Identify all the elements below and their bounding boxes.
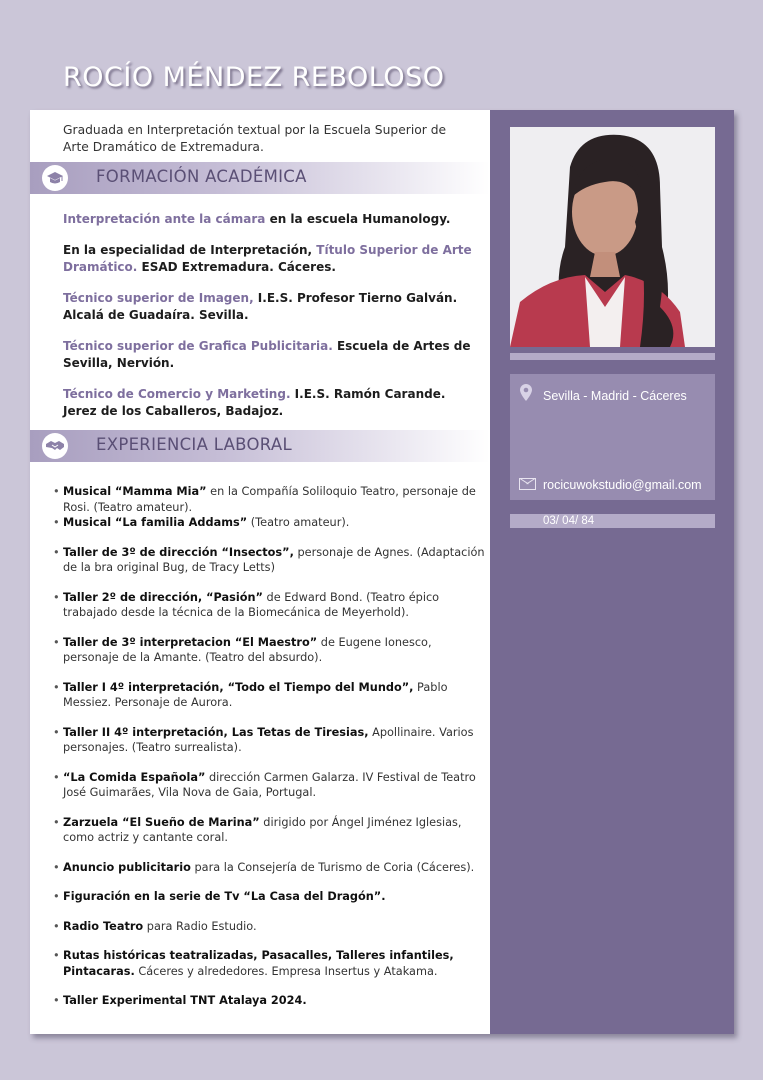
formacion-item [63,211,473,228]
list-item [53,889,489,905]
list-item [53,635,489,666]
item-title: Zarzuela “El Sueño de Marina” [63,815,260,829]
handshake-icon [42,433,68,459]
list-item [53,680,489,711]
list-item [53,860,489,876]
main-column [30,110,490,1034]
location-text: Sevilla - Madrid - Cáceres [543,389,687,403]
birthdate-text: 03/ 04/ 84 [543,515,595,527]
item-text: personaje de Agnes. (Adaptación de la bra original Bug, de Tracy Letts) [63,545,485,574]
list-item [53,948,489,979]
item-text: en la Compañía Soliloquio Teatro, personaje de Rosi. (Teatro amateur). [63,485,476,514]
experiencia-list [53,484,489,1009]
intro-text: Graduada en Interpretación textual por la Escuela Superior de Arte Dramático de Extremadura. [63,123,447,154]
item-title: Rutas históricas teatralizadas, Pasacalles, Talleres infantiles, Pintacaras. [63,949,454,978]
item-text: dirección Carmen Galarza. IV Festival de Teatro José Guimarães, Vila Nova de Gaia, Portugal. [63,770,476,799]
list-item [53,770,489,801]
item-text: dirigido por Ángel Jiménez Iglesias, como actriz y cantante coral. [63,815,462,844]
map-pin-icon [520,384,534,402]
profile-photo [510,127,715,347]
formacion-item [63,386,473,420]
item-title: Taller Experimental TNT Atalaya 2024. [63,994,307,1007]
graduation-cap-icon [42,165,68,191]
formacion-list [63,211,473,434]
item-title: Taller I 4º interpretación, “Todo el Tiempo del Mundo”, [63,680,414,694]
item-title: Figuración en la serie de Tv “La Casa del Dragón”. [63,890,386,903]
formacion-item [63,242,473,276]
formacion-text: I.E.S. Profesor Tierno Galván. Alcalá de Guadaíra. Sevilla. [63,291,458,322]
item-text: para la Consejería de Turismo de Coria (Cáceres). [190,860,475,874]
list-item [53,919,489,935]
formacion-text: Escuela de Artes de Sevilla, Nervión. [63,339,471,370]
item-title: Taller de 3º de dirección “Insectos”, [63,545,294,559]
formacion-highlight: Título Superior de Arte Dramático. [63,243,472,274]
divider [510,353,715,360]
item-text: (Teatro amateur). [247,516,350,529]
item-text: para Radio Estudio. [143,919,257,933]
list-item [53,484,489,515]
section-header-formacion [30,162,490,194]
item-text: de Edward Bond. (Teatro épico trabajado desde la técnica de la Biomecánica de Meyerhold). [63,590,440,619]
item-title: Musical “Mamma Mia” [63,485,207,498]
envelope-icon [519,478,536,490]
item-title: Musical “La familia Addams” [63,516,248,529]
section-title: FORMACIÓN ACADÉMICA [96,167,307,186]
formacion-text: I.E.S. Ramón Carande. Jerez de los Caballeros, Badajoz. [63,387,446,418]
item-title: Taller de 3º interpretacion “El Maestro” [63,635,318,649]
formacion-text: en la escuela Humanology. [265,212,451,226]
formacion-text: ESAD Extremadura. Cáceres. [137,260,336,274]
item-text: Pablo Messiez. Personaje de Aurora. [63,680,448,709]
item-title: Radio Teatro [63,919,144,933]
item-text: Cáceres y alrededores. Empresa Insertus y Atakama. [134,964,438,978]
birthdate-bar [510,514,715,528]
formacion-text: En la especialidad de Interpretación, [63,243,317,257]
item-text: de Eugene Ionesco, personaje de la Amante. (Teatro del absurdo). [63,635,432,664]
formacion-highlight: Técnico superior de Imagen, [63,291,254,305]
formacion-highlight: Técnico de Comercio y Marketing. [63,387,291,401]
formacion-item [63,338,473,372]
formacion-highlight: Técnico superior de Grafica Publicitaria. [63,339,333,353]
list-item [53,815,489,846]
formacion-highlight: Interpretación ante la cámara [63,212,266,226]
cv-card [30,110,734,1034]
list-item [53,590,489,621]
list-item [53,515,489,531]
section-title: EXPERIENCIA LABORAL [96,435,292,454]
section-header-experiencia [30,430,490,462]
list-item [53,725,489,756]
contact-box [510,374,715,500]
item-title: Taller 2º de dirección, “Pasión” [63,590,263,604]
list-item [53,545,489,576]
item-title: Anuncio publicitario [63,860,191,874]
list-item [53,993,489,1009]
person-name: ROCÍO MÉNDEZ REBOLOSO [63,62,445,93]
formacion-item [63,290,473,324]
item-title: “La Comida Española” [63,770,206,784]
sidebar [490,110,734,1034]
item-title: Taller II 4º interpretación, Las Tetas de Tiresias, [63,725,369,739]
item-text: Apollinaire. Varios personajes. (Teatro surrealista). [63,725,474,754]
email-link[interactable]: rocicuwokstudio@gmail.com [543,478,702,492]
